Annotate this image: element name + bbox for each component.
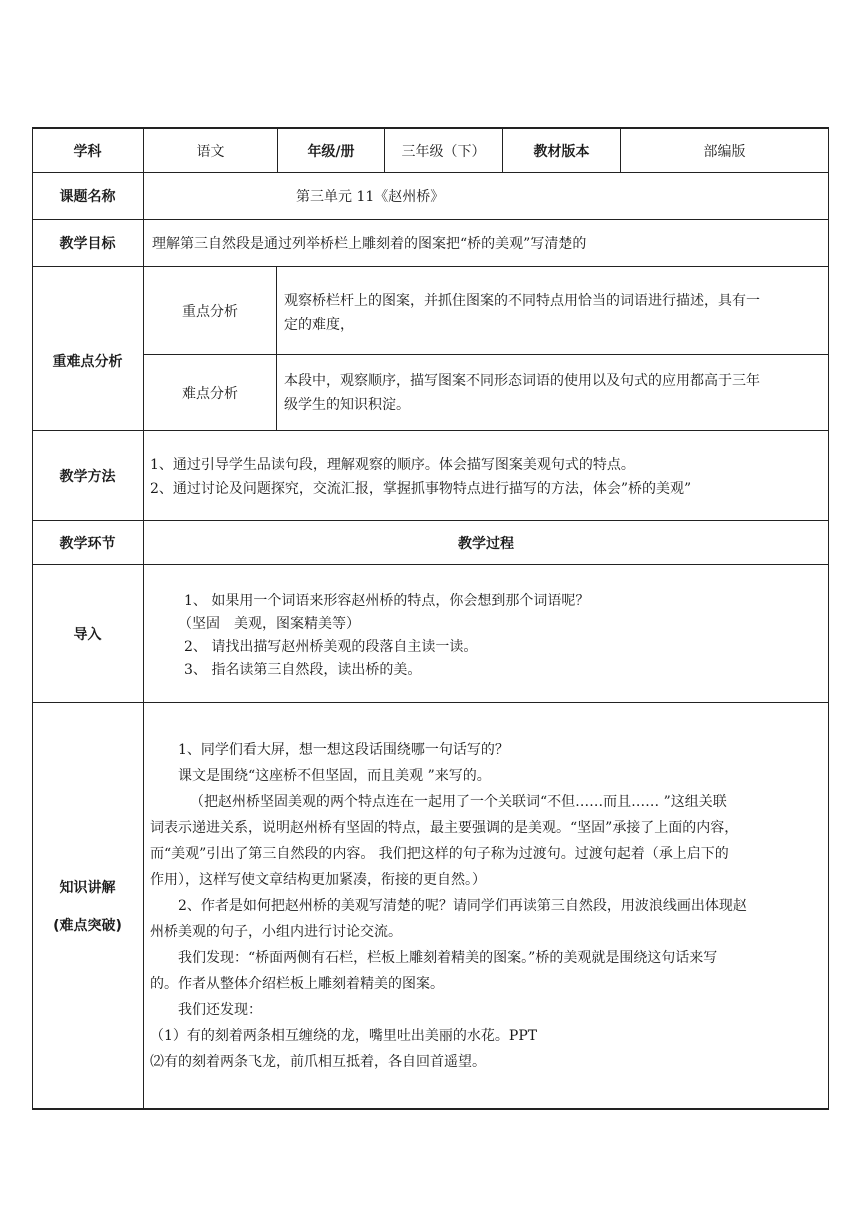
key-analysis-text: 观察桥栏杆上的图案，并抓住图案的不同特点用恰当的词语进行描述，具有一 定的难度， bbox=[284, 293, 760, 333]
edition-label: 教材版本 bbox=[533, 143, 590, 160]
knowledge-text: 1、同学们看大屏，想一想这段话围绕哪一句话写的？ 课文是围绕“这座桥不但坚固，而且美观 ”来写的。 （把赵州桥坚固美观的两个特点连在一起用了一个关联词“不但……而且…… ”这组关联 词表示递进关系，说明赵州桥有坚固的特点，最主要强调的是美观。“坚固”承接了上面的内容， 而“美观”引出了第三自然段的内容。 我们把这样的句子称为过渡句。过渡句起着（承上启下的 作用），这样写使文章结构更加紧凑，衔接的更自然。） 2、作者是如何把赵州桥的美观写清楚的呢？请同学们再读第三自然段，用波浪线画出体现赵 州桥美观的句子，小组内进行讨论交流。 我们发现：“桥面两侧有石栏，栏板上雕刻着精美的图案。”桥的美观就是围绕这句话来写 的。作者从整体介绍栏板上雕刻着精美的图案。 我们还发现： （1）有的刻着两条相互缠绕的龙，嘴里吐出美丽的水花。PPT ⑵有的刻着两条飞龙，前爪相互抵着，各自回首遥望。 bbox=[150, 742, 747, 1070]
intro-text: 1、 如果用一个词语来形容赵州桥的特点，你会想到那个词语呢？ （坚固 美观，图案精美等） 2、 请找出描写赵州桥美观的段落自主读一读。 3、 指名读第三自然段，读出桥的美。 bbox=[178, 593, 590, 678]
subject-value: 语文 bbox=[196, 143, 225, 160]
key-analysis-label: 重点分析 bbox=[182, 303, 238, 320]
subject-label: 学科 bbox=[73, 143, 102, 160]
lesson-plan-table bbox=[32, 127, 829, 1110]
process-header: 教学过程 bbox=[458, 535, 514, 552]
goal-label: 教学目标 bbox=[59, 236, 116, 252]
topic-label: 课题名称 bbox=[59, 189, 116, 205]
knowledge-sublabel: (难点突破) bbox=[53, 917, 122, 934]
difficult-analysis-text: 本段中，观察顺序，描写图案不同形态词语的使用以及句式的应用都高于三年 级学生的知识积淀。 bbox=[284, 373, 760, 413]
grade-value: 三年级（下） bbox=[401, 143, 486, 160]
knowledge-label-cell bbox=[32, 703, 143, 1108]
process-step-label: 教学环节 bbox=[59, 535, 116, 552]
goal-value: 理解第三自然段是通过列举桥栏上雕刻着的图案把“桥的美观”写清楚的 bbox=[152, 236, 587, 252]
knowledge-label: 知识讲解 bbox=[59, 879, 116, 896]
difficult-analysis-label: 难点分析 bbox=[182, 385, 238, 402]
topic-value: 第三单元 11《赵州桥》 bbox=[296, 189, 445, 205]
analysis-label: 重难点分析 bbox=[52, 353, 123, 370]
grade-label: 年级/册 bbox=[307, 143, 355, 160]
method-text: 1、通过引导学生品读句段，理解观察的顺序。体会描写图案美观句式的特点。 2、通过讨论及问题探究，交流汇报，掌握抓事物特点进行描写的方法，体会”桥的美观” bbox=[150, 457, 692, 497]
edition-value: 部编版 bbox=[703, 143, 746, 160]
method-label: 教学方法 bbox=[59, 468, 116, 485]
intro-label: 导入 bbox=[73, 626, 102, 643]
